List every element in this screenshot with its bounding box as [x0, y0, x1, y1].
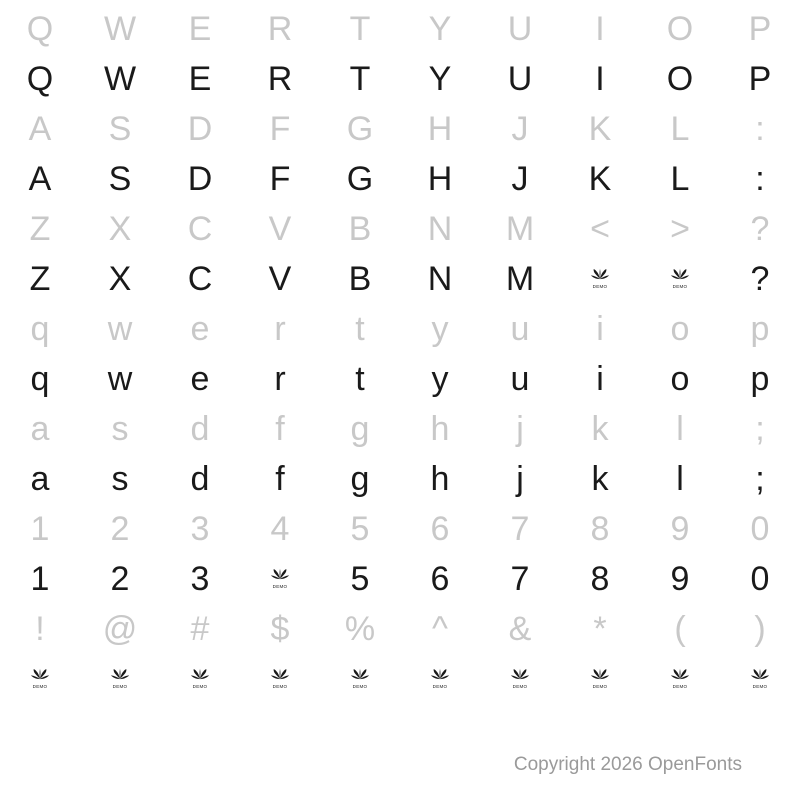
glyph-row-group	[0, 4, 800, 104]
asdf-lower-row-sample	[0, 454, 800, 504]
demo-mark-label: DEMO	[112, 684, 128, 689]
demo-mark	[429, 668, 451, 690]
demo-mark-label: DEMO	[752, 684, 768, 689]
reference-glyph: 9	[670, 510, 690, 548]
sample-glyph: k	[591, 460, 609, 498]
sample-glyph: K	[588, 160, 612, 198]
reference-glyph: V	[268, 210, 292, 248]
reference-glyph: N	[427, 210, 453, 248]
reference-glyph: t	[355, 310, 365, 348]
symbols-row-reference	[0, 604, 800, 654]
sample-glyph: O	[666, 60, 694, 98]
reference-glyph: i	[596, 310, 604, 348]
reference-glyph: H	[427, 110, 453, 148]
demo-burst-icon	[640, 654, 720, 704]
glyph-row-group	[0, 604, 800, 704]
sample-glyph: R	[267, 60, 293, 98]
reference-glyph: #	[190, 610, 210, 648]
digits-row-reference	[0, 504, 800, 554]
reference-glyph: I	[595, 10, 605, 48]
sample-glyph: Z	[29, 260, 51, 298]
sample-glyph: G	[346, 160, 374, 198]
demo-mark	[589, 668, 611, 690]
demo-mark	[269, 668, 291, 690]
reference-glyph: d	[190, 410, 210, 448]
reference-glyph: k	[591, 410, 609, 448]
demo-mark	[509, 668, 531, 690]
sample-glyph: M	[505, 260, 535, 298]
glyph-row-group	[0, 204, 800, 304]
sample-glyph: S	[108, 160, 132, 198]
sample-glyph: 2	[110, 560, 130, 598]
sample-glyph: i	[596, 360, 604, 398]
sample-glyph: L	[670, 160, 690, 198]
glyph-row-group	[0, 104, 800, 204]
reference-glyph: ;	[755, 410, 765, 448]
reference-glyph: o	[670, 310, 690, 348]
reference-glyph: !	[35, 610, 45, 648]
reference-glyph: 3	[190, 510, 210, 548]
sample-glyph: d	[190, 460, 210, 498]
demo-burst-icon	[480, 654, 560, 704]
sample-glyph: y	[431, 360, 449, 398]
sample-glyph: C	[187, 260, 213, 298]
sample-glyph: 5	[350, 560, 370, 598]
sample-glyph: X	[108, 260, 132, 298]
reference-glyph: y	[431, 310, 449, 348]
demo-mark-label: DEMO	[512, 684, 528, 689]
demo-mark	[109, 668, 131, 690]
sample-glyph: 6	[430, 560, 450, 598]
reference-glyph: g	[350, 410, 370, 448]
sample-glyph: t	[355, 360, 365, 398]
demo-burst-icon	[240, 654, 320, 704]
reference-glyph: :	[755, 110, 765, 148]
sample-glyph: F	[269, 160, 291, 198]
sample-glyph: e	[190, 360, 210, 398]
sample-glyph: o	[670, 360, 690, 398]
sample-glyph: r	[274, 360, 286, 398]
demo-burst-icon	[560, 254, 640, 304]
sample-glyph: ;	[755, 460, 765, 498]
sample-glyph: U	[507, 60, 533, 98]
sample-glyph: J	[511, 160, 529, 198]
glyph-row-group	[0, 304, 800, 404]
sample-glyph: f	[275, 460, 285, 498]
demo-mark	[669, 268, 691, 290]
sample-glyph: N	[427, 260, 453, 298]
demo-mark-label: DEMO	[352, 684, 368, 689]
sample-glyph: B	[348, 260, 372, 298]
sample-glyph: u	[510, 360, 530, 398]
sample-glyph: 7	[510, 560, 530, 598]
sample-glyph: l	[676, 460, 684, 498]
reference-glyph: )	[754, 610, 766, 648]
sample-glyph: w	[107, 360, 133, 398]
sample-glyph: V	[268, 260, 292, 298]
asdf-lower-row-reference	[0, 404, 800, 454]
demo-burst-icon	[320, 654, 400, 704]
demo-burst-icon	[560, 654, 640, 704]
reference-glyph: K	[588, 110, 612, 148]
sample-glyph: s	[111, 460, 129, 498]
reference-glyph: $	[270, 610, 290, 648]
demo-mark-label: DEMO	[432, 684, 448, 689]
reference-glyph: D	[187, 110, 213, 148]
reference-glyph: s	[111, 410, 129, 448]
reference-glyph: X	[108, 210, 132, 248]
demo-burst-icon	[720, 654, 800, 704]
reference-glyph: B	[348, 210, 372, 248]
reference-glyph: 2	[110, 510, 130, 548]
sample-glyph: 0	[750, 560, 770, 598]
asdf-row-sample	[0, 154, 800, 204]
reference-glyph: e	[190, 310, 210, 348]
sample-glyph: A	[28, 160, 52, 198]
demo-burst-icon	[160, 654, 240, 704]
demo-mark	[749, 668, 771, 690]
reference-glyph: ?	[750, 210, 770, 248]
reference-glyph: 8	[590, 510, 610, 548]
reference-glyph: &	[508, 610, 532, 648]
reference-glyph: 5	[350, 510, 370, 548]
demo-mark-label: DEMO	[592, 284, 608, 289]
copyright-notice: Copyright 2026 OpenFonts	[513, 754, 742, 775]
reference-glyph: P	[748, 10, 772, 48]
reference-glyph: O	[666, 10, 694, 48]
sample-glyph: 3	[190, 560, 210, 598]
sample-glyph: 9	[670, 560, 690, 598]
qwerty-lower-row-sample	[0, 354, 800, 404]
reference-glyph: 0	[750, 510, 770, 548]
demo-mark	[589, 268, 611, 290]
reference-glyph: C	[187, 210, 213, 248]
reference-glyph: A	[28, 110, 52, 148]
reference-glyph: G	[346, 110, 374, 148]
reference-glyph: T	[349, 10, 371, 48]
reference-glyph: %	[344, 610, 376, 648]
digits-row-sample	[0, 554, 800, 604]
reference-glyph: U	[507, 10, 533, 48]
demo-mark	[189, 668, 211, 690]
qwerty-row-reference	[0, 4, 800, 54]
reference-glyph: <	[590, 210, 610, 248]
sample-glyph: P	[748, 60, 772, 98]
sample-glyph: 1	[30, 560, 50, 598]
reference-glyph: l	[676, 410, 684, 448]
reference-glyph: a	[30, 410, 50, 448]
reference-glyph: R	[267, 10, 293, 48]
reference-glyph: E	[188, 10, 212, 48]
demo-mark	[669, 668, 691, 690]
reference-glyph: Y	[428, 10, 452, 48]
reference-glyph: W	[103, 10, 137, 48]
sample-glyph: Q	[26, 60, 54, 98]
reference-glyph: ^	[432, 610, 448, 648]
demo-mark	[269, 568, 291, 590]
reference-glyph: (	[674, 610, 686, 648]
sample-glyph: h	[430, 460, 450, 498]
demo-mark-label: DEMO	[32, 684, 48, 689]
demo-mark-label: DEMO	[672, 284, 688, 289]
reference-glyph: h	[430, 410, 450, 448]
demo-burst-icon	[0, 654, 80, 704]
glyph-row-group	[0, 504, 800, 604]
sample-glyph: g	[350, 460, 370, 498]
demo-burst-icon	[400, 654, 480, 704]
sample-glyph: E	[188, 60, 212, 98]
sample-glyph: p	[750, 360, 770, 398]
sample-glyph: D	[187, 160, 213, 198]
zxcv-row-reference	[0, 204, 800, 254]
reference-glyph: 4	[270, 510, 290, 548]
reference-glyph: *	[593, 610, 607, 648]
sample-glyph: q	[30, 360, 50, 398]
demo-mark-label: DEMO	[192, 684, 208, 689]
reference-glyph: r	[274, 310, 286, 348]
demo-mark	[349, 668, 371, 690]
asdf-row-reference	[0, 104, 800, 154]
demo-burst-icon	[80, 654, 160, 704]
demo-burst-icon	[640, 254, 720, 304]
demo-mark-label: DEMO	[272, 684, 288, 689]
sample-glyph: a	[30, 460, 50, 498]
reference-glyph: 6	[430, 510, 450, 548]
reference-glyph: 7	[510, 510, 530, 548]
reference-glyph: p	[750, 310, 770, 348]
demo-mark	[29, 668, 51, 690]
demo-mark-label: DEMO	[672, 684, 688, 689]
sample-glyph: :	[755, 160, 765, 198]
sample-glyph: H	[427, 160, 453, 198]
reference-glyph: L	[670, 110, 690, 148]
reference-glyph: w	[107, 310, 133, 348]
qwerty-lower-row-reference	[0, 304, 800, 354]
reference-glyph: Q	[26, 10, 54, 48]
sample-glyph: ?	[750, 260, 770, 298]
reference-glyph: M	[505, 210, 535, 248]
sample-glyph: j	[516, 460, 524, 498]
sample-glyph: 8	[590, 560, 610, 598]
reference-glyph: S	[108, 110, 132, 148]
sample-glyph: W	[103, 60, 137, 98]
reference-glyph: @	[102, 610, 138, 648]
reference-glyph: q	[30, 310, 50, 348]
sample-glyph: Y	[428, 60, 452, 98]
glyph-row-group	[0, 404, 800, 504]
reference-glyph: >	[670, 210, 690, 248]
reference-glyph: 1	[30, 510, 50, 548]
symbols-row-sample	[0, 654, 800, 704]
demo-burst-icon	[240, 554, 320, 604]
demo-mark-label: DEMO	[592, 684, 608, 689]
reference-glyph: Z	[29, 210, 51, 248]
reference-glyph: f	[275, 410, 285, 448]
reference-glyph: F	[269, 110, 291, 148]
reference-glyph: J	[511, 110, 529, 148]
sample-glyph: T	[349, 60, 371, 98]
reference-glyph: j	[516, 410, 524, 448]
qwerty-row-sample	[0, 54, 800, 104]
zxcv-row-sample	[0, 254, 800, 304]
demo-mark-label: DEMO	[272, 584, 288, 589]
sample-glyph: I	[595, 60, 605, 98]
reference-glyph: u	[510, 310, 530, 348]
